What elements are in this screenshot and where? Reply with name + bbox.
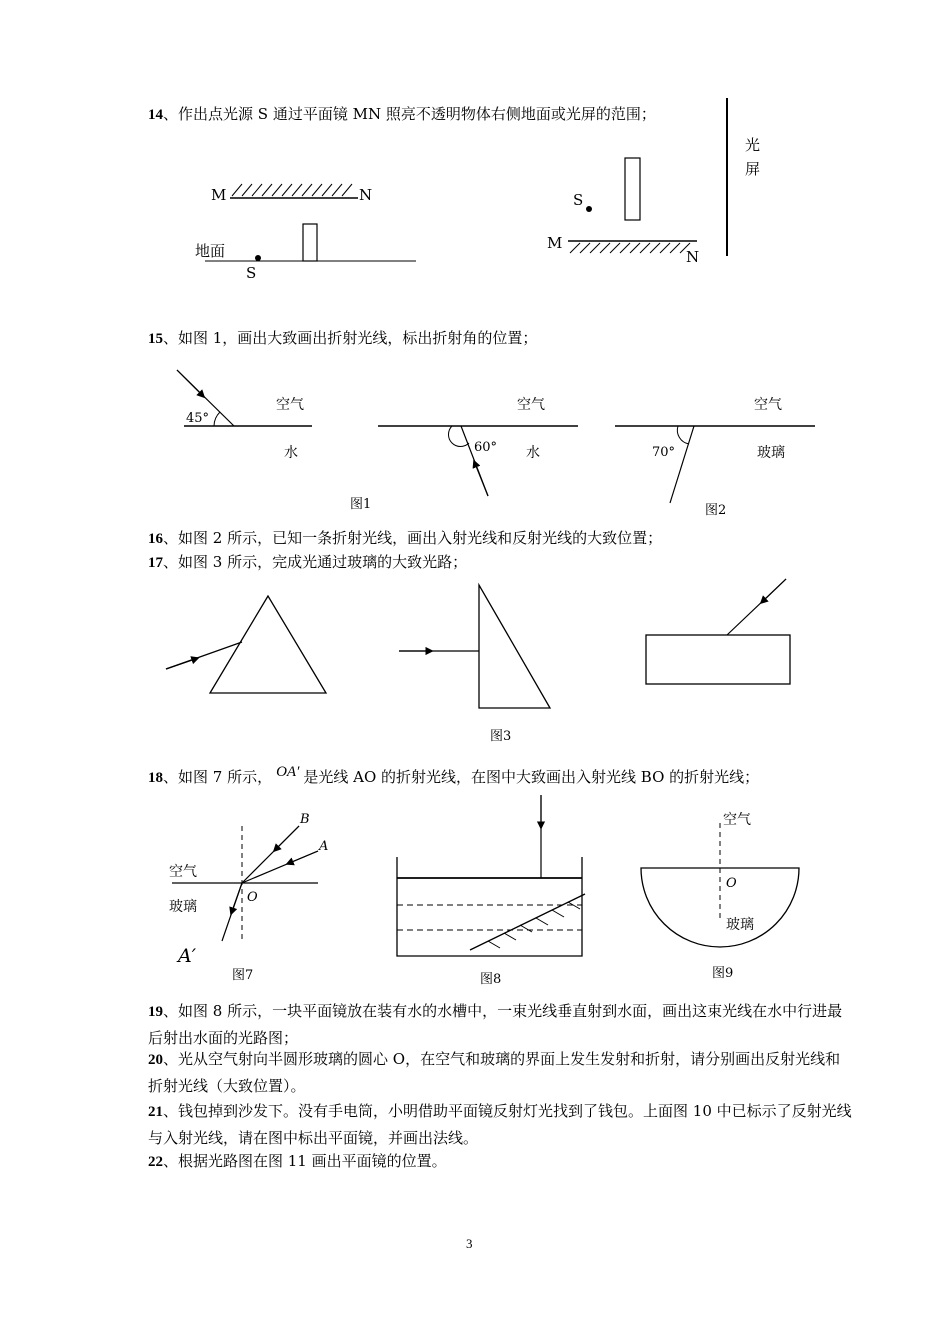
question-text: 、作出点光源 S 通过平面镜 MN 照亮不透明物体右侧地面或光屏的范围；	[163, 105, 656, 123]
opaque-object	[625, 158, 640, 220]
label-a-prime: A′	[178, 945, 197, 967]
question-number: 15	[148, 331, 163, 347]
question-number: 19	[148, 1004, 163, 1020]
question-number: 18	[148, 770, 163, 786]
label-ground: 地面	[195, 242, 226, 260]
figure-caption-7: 图7	[232, 968, 254, 983]
q20-fig9	[641, 811, 799, 981]
label-s: S	[573, 191, 584, 209]
question-text: 、根据光路图在图 11 画出平面镜的位置。	[163, 1152, 447, 1170]
angle-45: 45°	[186, 411, 210, 426]
figure-caption-8: 图8	[480, 972, 502, 987]
q19-fig8	[397, 795, 585, 987]
glass-prism	[210, 596, 326, 693]
question-text: 、钱包掉到沙发下。没有手电筒，小明借助平面镜反射灯光找到了钱包。上面图 10 中已标示了反射光线与入射光线，请在图中标出平面镜，并画出法线。	[148, 1102, 852, 1147]
label-air: 空气	[723, 812, 751, 828]
right-triangle-glass	[479, 585, 550, 708]
label-glass: 玻璃	[757, 445, 785, 461]
label-m: M	[211, 186, 227, 204]
question-number: 14	[148, 107, 163, 123]
oa-prime-symbol: OA′	[276, 764, 300, 780]
figure-caption-1: 图1	[350, 497, 372, 512]
label-n: N	[686, 248, 700, 266]
point-source-s	[255, 255, 261, 261]
figure-caption-2: 图2	[705, 503, 727, 518]
question-number: 20	[148, 1052, 163, 1068]
label-s: S	[246, 264, 257, 282]
ray-arrow	[231, 883, 242, 914]
label-water: 水	[526, 445, 540, 461]
point-source-s	[586, 206, 592, 212]
figure-caption-9: 图9	[712, 966, 734, 981]
angle-arc	[677, 426, 689, 444]
angle-70: 70°	[652, 445, 676, 460]
label-o: O	[247, 890, 258, 905]
ray-arrow	[287, 851, 318, 864]
ray-arrow	[166, 658, 198, 669]
refracted-ray	[670, 426, 694, 503]
label-water: 水	[284, 445, 298, 461]
q14-left-diagram	[195, 184, 416, 282]
q15-diagram-1	[177, 370, 371, 512]
angle-arc	[214, 412, 220, 426]
ray-arrow	[177, 370, 204, 397]
question-text: 、光从空气射向半圆形玻璃的圆心 O，在空气和玻璃的界面上发生发射和折射，请分别画出反射光线和折射光线（大致位置）。	[148, 1050, 841, 1095]
figure-caption-3: 图3	[490, 729, 512, 744]
q17-diagrams	[166, 579, 790, 744]
ray-arrow	[474, 461, 488, 496]
plane-mirror	[470, 894, 585, 950]
q14-right-diagram	[547, 98, 760, 266]
label-glass: 玻璃	[169, 899, 197, 915]
question-text: 、如图 3 所示，完成光通过玻璃的大致光路；	[163, 553, 468, 571]
label-n: N	[359, 186, 373, 204]
label-glass: 玻璃	[726, 917, 754, 933]
label-a: A	[319, 839, 329, 854]
mirror-hatching	[488, 902, 580, 948]
label-air: 空气	[169, 864, 197, 880]
mirror-hatching	[570, 243, 690, 253]
ray-arrow	[274, 826, 299, 851]
opaque-object	[303, 224, 317, 261]
label-b: B	[300, 812, 310, 827]
question-number: 21	[148, 1104, 163, 1120]
label-o: O	[726, 876, 737, 891]
q16-diagram-2	[615, 396, 815, 518]
q18-fig7	[169, 812, 328, 983]
label-air: 空气	[517, 397, 545, 413]
question-text: 是光线 AO 的折射光线，在图中大致画出入射光线 BO 的折射光线；	[303, 768, 760, 786]
q15-diagram-2	[378, 396, 578, 496]
question-text: 、如图 1，画出大致画出折射光线，标出折射角的位置；	[163, 329, 538, 347]
label-screen-2: 屏	[745, 160, 761, 178]
page-number: 3	[466, 1236, 473, 1251]
label-m: M	[547, 234, 563, 252]
question-number: 17	[148, 555, 163, 571]
question-text: 、如图 7 所示，	[163, 768, 273, 786]
question-number: 22	[148, 1154, 163, 1170]
label-air: 空气	[276, 397, 304, 413]
question-number: 16	[148, 531, 163, 547]
mirror-hatching	[232, 184, 352, 196]
question-text: 、如图 2 所示，已知一条折射光线，画出入射光线和反射光线的大致位置；	[163, 529, 663, 547]
label-air: 空气	[754, 397, 782, 413]
angle-arc	[448, 426, 469, 447]
question-text: 、如图 8 所示，一块平面镜放在装有水的水槽中，一束光线垂直射到水面，画出这束光线在水中行进最后射出水面的光路图；	[148, 1002, 843, 1047]
angle-60: 60°	[474, 440, 498, 455]
ray-arrow	[761, 579, 786, 603]
label-screen-1: 光	[745, 136, 761, 154]
glass-block	[646, 635, 790, 684]
